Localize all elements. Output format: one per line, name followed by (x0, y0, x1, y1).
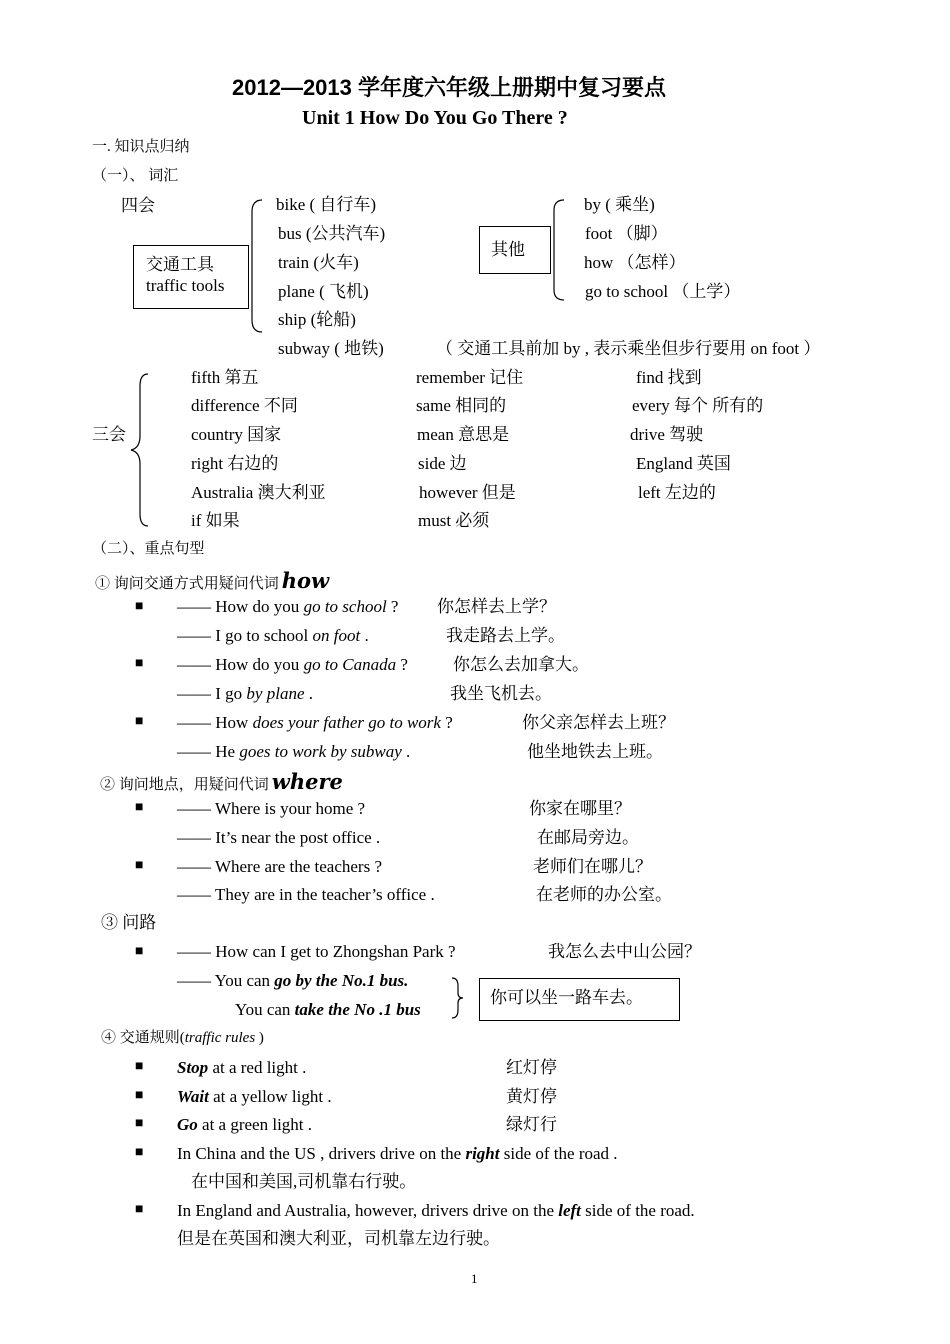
bullet: ■ (135, 714, 144, 729)
q2-line-1: —— Where is your home ? (177, 799, 366, 818)
bullet: ■ (135, 800, 144, 815)
q1-line-4-zh: 我坐飞机去。 (450, 684, 552, 703)
vocab-col1-1: fifth 第五 (191, 368, 259, 387)
q2-line-3-zh: 老师们在哪儿？ (533, 857, 652, 876)
bullet: ■ (135, 656, 144, 671)
vocab-col3-2: every 每个 所有的 (632, 396, 764, 415)
three-skills-label: 三会 (92, 425, 126, 444)
q2-line-4-zh: 在老师的办公室。 (536, 885, 672, 904)
q4-label: ④ 交通规则(traffic rules ) (101, 1030, 264, 1046)
vocab-col1-2: difference 不同 (191, 396, 298, 415)
other-brace (550, 198, 566, 302)
q3-label: ③ 问路 (101, 913, 157, 932)
vocab-col1-6: if 如果 (191, 511, 240, 530)
q1-line-2: —— I go to school on foot . (177, 626, 369, 645)
keyword-where: where (271, 769, 343, 794)
rule-stop-zh: 红灯停 (506, 1058, 557, 1077)
rule-go-zh: 绿灯行 (506, 1115, 557, 1134)
word-go-to-school: go to school （上学） (585, 282, 741, 301)
vocab-heading: （一）、 词汇 (92, 168, 179, 184)
rule-england: In England and Australia, however, drivers drive on the left side of the road. (177, 1201, 695, 1220)
q1-line-4: —— I go by plane . (177, 684, 313, 703)
other-box-label: 其他 (491, 240, 525, 259)
q3-answer-1: —— You can go by the No.1 bus. (177, 971, 409, 990)
q3-question-zh: 我怎么去中山公园？ (548, 942, 701, 961)
bullet: ■ (135, 1202, 144, 1217)
word-plane: plane ( 飞机) (278, 282, 369, 301)
vocab-col3-3: drive 驾驶 (630, 425, 704, 444)
q1-line-1: —— How do you go to school ? (177, 597, 399, 616)
word-bus: bus (公共汽车) (278, 224, 386, 243)
vocab-col1-5: Australia 澳大利亚 (191, 483, 326, 502)
transport-brace (248, 198, 264, 334)
three-skills-brace (128, 372, 150, 530)
bullet: ■ (135, 599, 144, 614)
keyword-how: how (281, 568, 330, 593)
rule-china: In China and the US , drivers drive on the right side of the road . (177, 1144, 618, 1163)
vocab-col1-4: right 右边的 (191, 454, 279, 473)
q1-line-6: —— He goes to work by subway . (177, 742, 411, 761)
word-bike: bike ( 自行车) (276, 195, 377, 214)
rule-england-zh: 但是在英国和澳大利亚，司机靠左边行驶。 (177, 1229, 500, 1248)
bullet: ■ (135, 1145, 144, 1160)
word-train: train (火车) (278, 253, 359, 272)
answer-translation: 你可以坐一路车去。 (490, 988, 643, 1007)
word-subway: subway ( 地铁) (278, 339, 384, 358)
vocab-col3-4: England 英国 (636, 454, 731, 473)
unit-title: Unit 1 How Do You Go There ? (302, 107, 568, 129)
q1-line-3-zh: 你怎么去加拿大。 (453, 655, 589, 674)
q2-line-2-zh: 在邮局旁边。 (537, 828, 639, 847)
sentences-heading: （二）、重点句型 (92, 541, 205, 557)
q2-line-3: —— Where are the teachers ? (177, 857, 382, 876)
transport-box-label-en: traffic tools (146, 276, 225, 295)
q2-line-1-zh: 你家在哪里？ (529, 799, 631, 818)
q1-line-5-zh: 你父亲怎样去上班？ (522, 713, 675, 732)
vocab-col3-1: find 找到 (636, 368, 702, 387)
rule-wait-zh: 黄灯停 (506, 1087, 557, 1106)
word-how: how （怎样） (584, 253, 686, 272)
four-skills-label: 四会 (121, 196, 155, 215)
rule-china-zh: 在中国和美国,司机靠右行驶。 (191, 1172, 417, 1191)
bullet: ■ (135, 1116, 144, 1131)
q1-line-2-zh: 我走路去上学。 (446, 626, 565, 645)
word-by: by ( 乘坐) (584, 195, 655, 214)
vocab-col2-6: must 必须 (418, 511, 490, 530)
vocab-col2-1: remember 记住 (416, 368, 524, 387)
rule-stop: Stop at a red light . (177, 1058, 307, 1077)
word-foot: foot （脚） (585, 224, 668, 243)
q1-label: ① 询问交通方式用疑问代词 how (95, 568, 330, 593)
bullet: ■ (135, 858, 144, 873)
rule-go: Go at a green light . (177, 1115, 313, 1134)
bullet: ■ (135, 1059, 144, 1074)
page-number: 1 (471, 1271, 478, 1286)
q3-question: —— How can I get to Zhongshan Park ? (177, 942, 456, 961)
vocab-col2-5: however 但是 (419, 483, 516, 502)
vocab-col1-3: country 国家 (191, 425, 282, 444)
q1-line-3: —— How do you go to Canada ? (177, 655, 408, 674)
q2-line-2: —— It’s near the post office . (177, 828, 381, 847)
q2-line-4: —— They are in the teacher’s office . (177, 885, 435, 904)
q3-answer-2: You can take the No .1 bus (235, 1000, 421, 1019)
section-heading: 一. 知识点归纳 (92, 139, 190, 155)
word-ship: ship (轮船) (278, 310, 356, 329)
vocab-col2-2: same 相同的 (416, 396, 507, 415)
bullet: ■ (135, 944, 144, 959)
bullet: ■ (135, 1088, 144, 1103)
vocab-col2-4: side 边 (418, 454, 467, 473)
q1-line-5: —— How does your father go to work ? (177, 713, 453, 732)
q1-line-6-zh: 他坐地铁去上班。 (527, 742, 663, 761)
vocab-col3-5: left 左边的 (638, 483, 716, 502)
q1-line-1-zh: 你怎样去上学？ (437, 597, 556, 616)
q2-label: ② 询问地点，用疑问代词 where (100, 769, 343, 794)
transport-box-label-zh: 交通工具 (146, 255, 214, 274)
vocab-col2-3: mean 意思是 (417, 425, 510, 444)
answer-brace (450, 976, 464, 1020)
transport-note: （ 交通工具前加 by , 表示乘坐但步行要用 on foot ） (436, 339, 821, 358)
rule-wait: Wait at a yellow light . (177, 1087, 332, 1106)
page-title: 2012—2013 学年度六年级上册期中复习要点 (232, 75, 666, 100)
